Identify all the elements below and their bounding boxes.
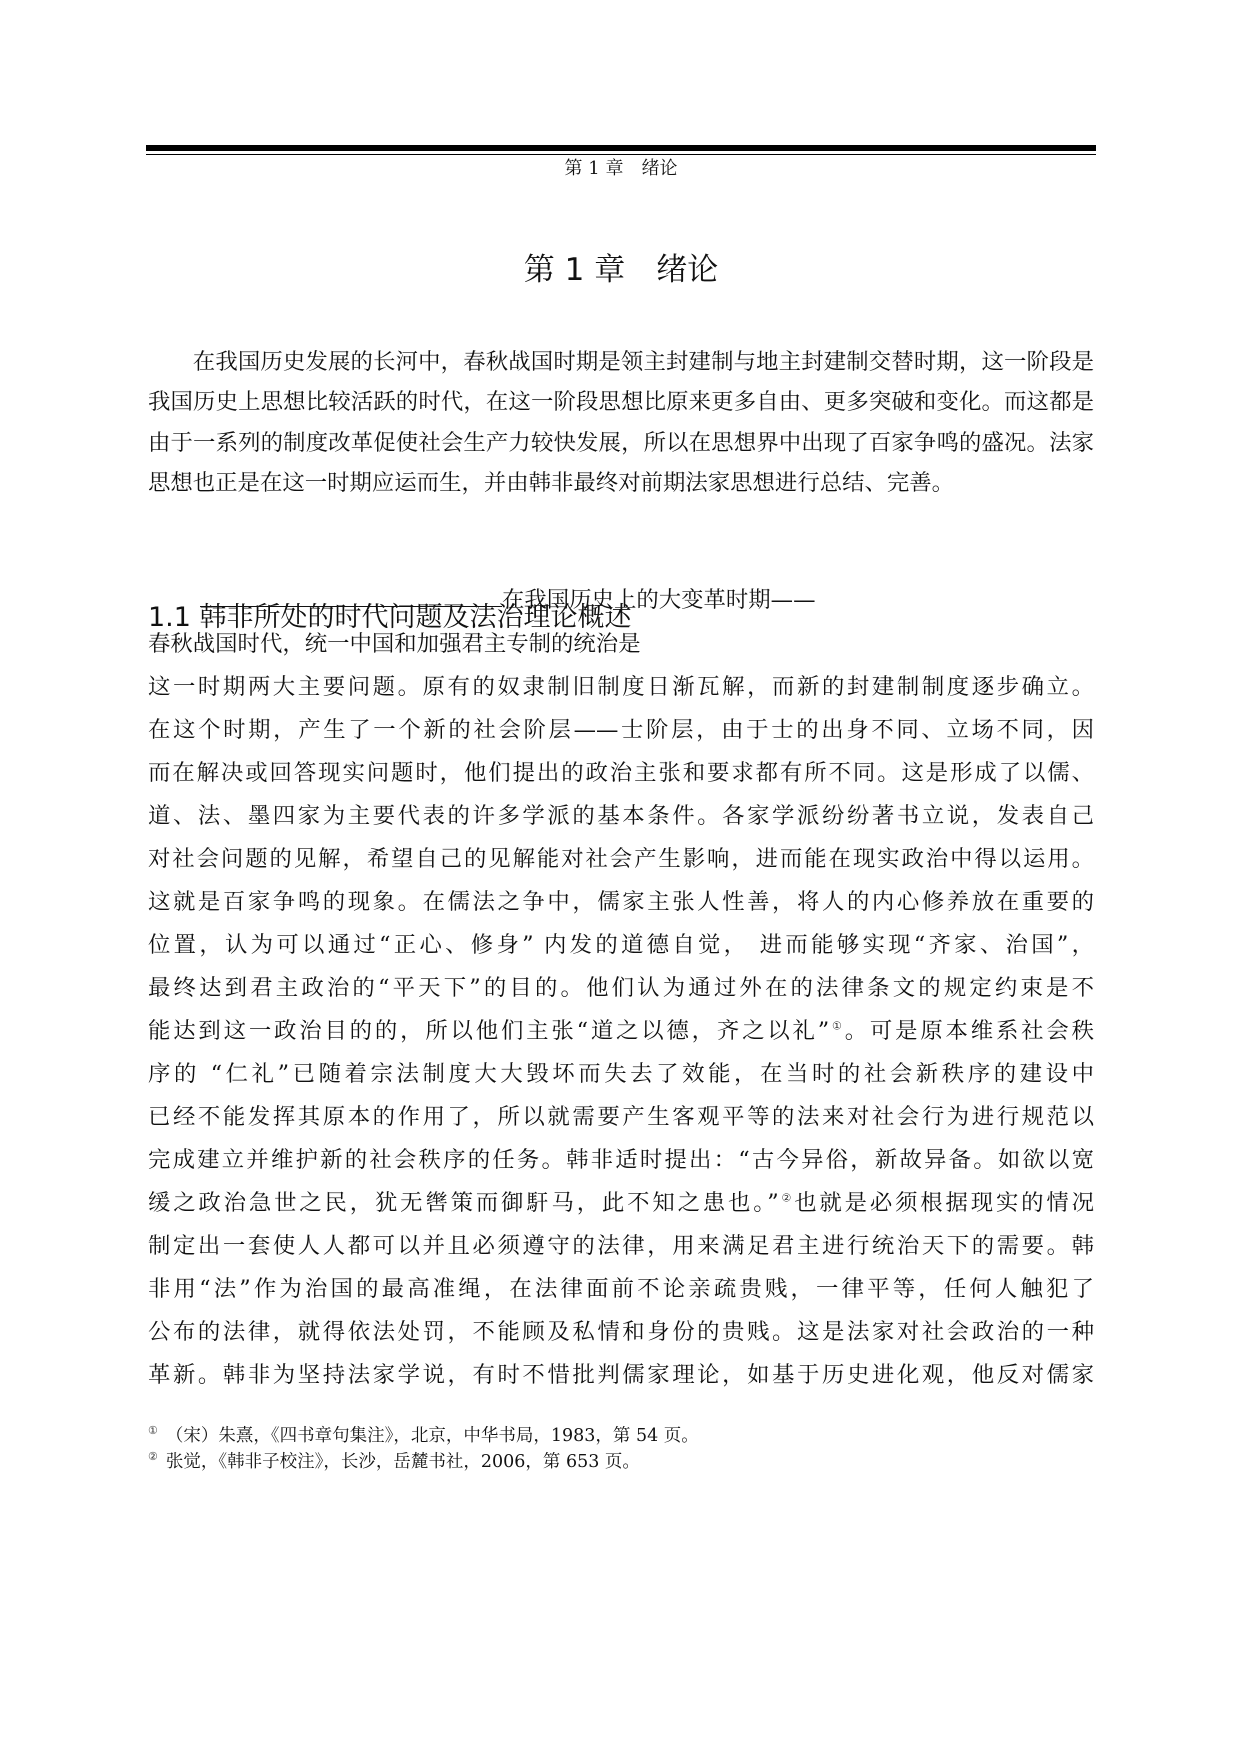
body-line-1: 在我国历史上的大变革时期—— — [148, 580, 815, 620]
footnote-text: 张觉，《韩非子校注》，长沙，岳麓书社，2006，第 653 页。 — [165, 1452, 640, 1472]
body-line-5: 而在解决或回答现实问题时，他们提出的政治主张和要求都有所不同。这是形成了以儒、 — [148, 760, 1094, 786]
body-line-7: 对社会问题的见解，希望自己的见解能对社会产生影响，进而能在现实政治中得以运用。 — [148, 846, 1094, 872]
body-line-16: 制定出一套使人人都可以并且必须遵守的法律，用来满足君主进行统治天下的需要。韩 — [148, 1233, 1094, 1259]
body-line-8: 这就是百家争鸣的现象。在儒法之争中，儒家主张人性善，将人的内心修养放在重要的 — [148, 889, 1094, 915]
body-line-14: 完成建立并维护新的社会秩序的任务。韩非适时提出：“古今异俗，新故异备。如欲以宽 — [148, 1147, 1094, 1173]
body-line-9: 位置，认为可以通过“正心、修身” 内发的道德自觉， 进而能够实现“齐家、治国”， — [148, 932, 1094, 958]
section-heading: 1.1 韩非所处的时代问题及法治理论概述 — [148, 602, 632, 633]
body-line-17: 非用“法”作为治国的最高准绳，在法律面前不论亲疏贵贱，一律平等，任何人触犯了 — [148, 1276, 1094, 1302]
footnote-2 — [148, 1449, 640, 1475]
header-rule-thick — [146, 145, 1096, 151]
body-line-10: 最终达到君主政治的“平天下”的目的。他们认为通过外在的法律条文的规定约束是不 — [148, 975, 1094, 1001]
body-line-6: 道、法、墨四家为主要代表的许多学派的基本条件。各家学派纷纷著书立说，发表自己 — [148, 803, 1094, 829]
body-line-11: 能达到这一政治目的的，所以他们主张“道之以德，齐之以礼”①。可是原本维系社会秩 — [148, 1018, 1094, 1044]
body-line-13: 已经不能发挥其原本的作用了，所以就需要产生客观平等的法来对社会行为进行规范以 — [148, 1104, 1094, 1130]
footnote-ref-1[interactable]: ① — [829, 1019, 845, 1033]
body-line-2: 春秋战国时代，统一中国和加强君主专制的统治是 — [148, 631, 641, 657]
footnote-mark: ① — [148, 1424, 158, 1438]
body-line-15: 缓之政治急世之民，犹无辔策而御馯马，此不知之患也。”②也就是必须根据现实的情况 — [148, 1190, 1094, 1216]
body-line-18: 公布的法律，就得依法处罚，不能顾及私情和身份的贵贱。这是法家对社会政治的一种 — [148, 1319, 1094, 1345]
footnote-1 — [148, 1423, 699, 1449]
footnote-mark: ② — [148, 1450, 158, 1464]
intro-paragraph: 在我国历史发展的长河中，春秋战国时期是领主封建制与地主封建制交替时期，这一阶段是我国历史上思想比较活跃的时代，在这一阶段思想比原来更多自由、更多突破和变化。而这都是由于一系列的制度改革促使社会生产力较快发展，所以在思想界中出现了百家争鸣的盛况。法家思想也正是在这一时期应运而生，并由韩非最终对前期法家思想进行总结、完善。 — [148, 349, 1094, 497]
header-rule-thin — [146, 154, 1096, 155]
footnote-ref-2[interactable]: ② — [778, 1191, 795, 1205]
chapter-title: 第 1 章 绪论 — [523, 252, 719, 288]
body-line-3: 这一时期两大主要问题。原有的奴隶制旧制度日渐瓦解，而新的封建制制度逐步确立。 — [148, 674, 1094, 700]
body-line-4: 在这个时期，产生了一个新的社会阶层——士阶层，由于士的出身不同、立场不同，因 — [148, 717, 1094, 743]
running-header: 第 1 章 绪论 — [564, 158, 678, 179]
footnote-text: （宋）朱熹，《四书章句集注》，北京，中华书局，1983，第 54 页。 — [165, 1426, 699, 1446]
blank-underline — [200, 588, 502, 607]
body-line-12: 序的 “仁礼”已随着宗法制度大大毁坏而失去了效能，在当时的社会新秩序的建设中 — [148, 1061, 1094, 1087]
body-line-19: 革新。韩非为坚持法家学说，有时不惜批判儒家理论，如基于历史进化观，他反对儒家 — [148, 1362, 1094, 1388]
